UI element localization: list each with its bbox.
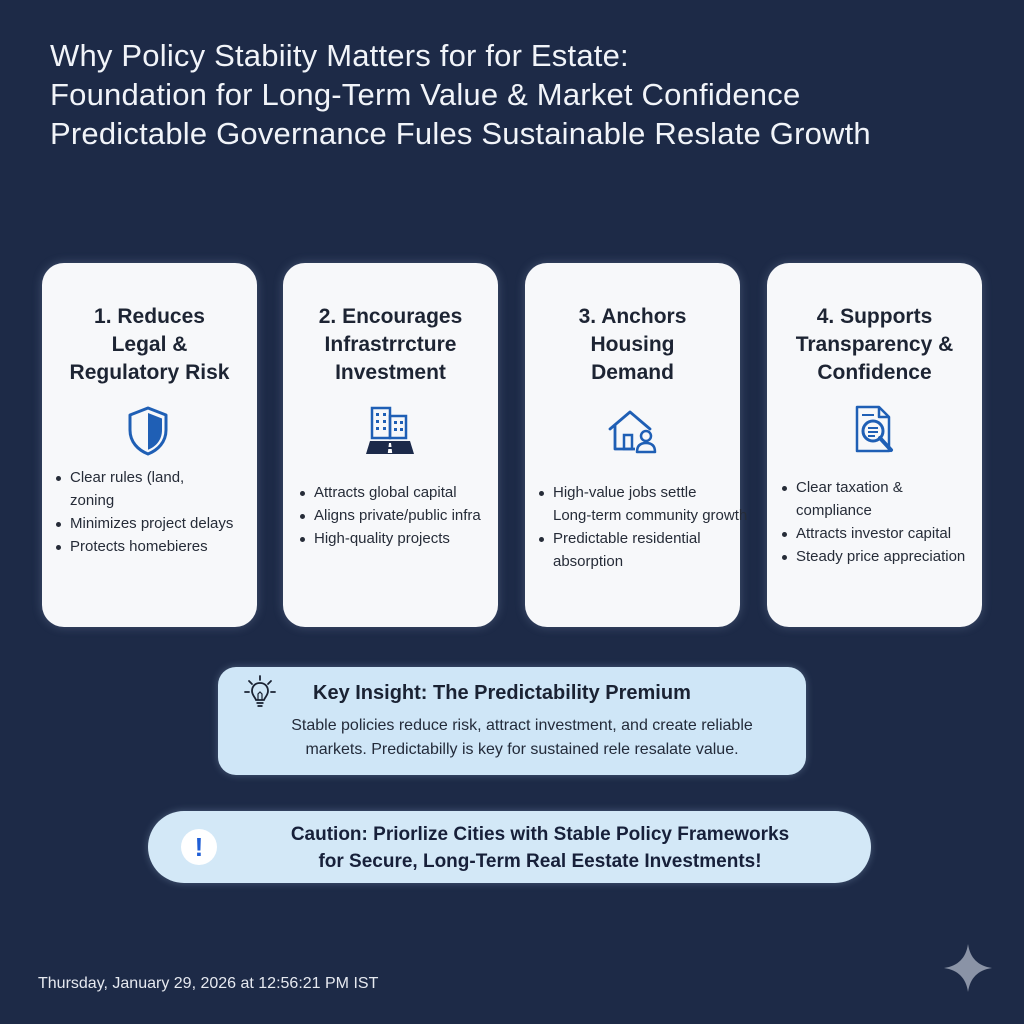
card-anchors-housing (525, 263, 748, 627)
list-item-continuation: compliance (796, 502, 872, 519)
list-item-text: Attracts global capital (314, 484, 457, 501)
shield-icon (120, 403, 176, 459)
list-item (56, 512, 233, 535)
caution-text (230, 821, 850, 875)
title-line-2: Foundation for Long-Term Value & Market Confidence (50, 77, 801, 112)
list-item-text: Aligns private/public infra (314, 507, 481, 524)
card-title-line: Demand (591, 361, 674, 384)
list-item-text: Clear rules (land, (70, 469, 185, 486)
title-line-1: Why Policy Stabiity Matters for for Estate: (50, 38, 629, 73)
insight-body: Stable policies reduce risk, attract investment, and create reliable markets. Predictabilly is key for sustained rele resalate value. (291, 717, 753, 758)
list-item-text: Steady price appreciation (796, 548, 966, 565)
card-title-line: Confidence (817, 361, 932, 384)
title-line-3: Predictable Governance Fules Sustainable Reslate Growth (50, 116, 871, 151)
card-title-line: Regulatory Risk (69, 361, 230, 384)
card-title-line: Investment (335, 361, 446, 384)
document-search-icon (847, 403, 903, 459)
insight-title: Key Insight: The Predictability Premium (313, 682, 691, 704)
list-item (782, 522, 965, 545)
list-item-text: High-value jobs settle (553, 484, 697, 501)
buildings-road-icon (362, 403, 418, 459)
lightbulb-icon (244, 675, 276, 711)
card-title-line: 2. Encourages (318, 305, 463, 328)
list-item-continuation: absorption (553, 553, 624, 570)
card-title-line: Legal & (111, 333, 188, 356)
list-item-text: Attracts investor capital (796, 525, 952, 542)
card-title-line: 4. Supports (816, 305, 933, 328)
list-item (56, 535, 233, 558)
list-item-continuation: zoning (70, 492, 115, 509)
list-item-text: Protects homebieres (70, 538, 208, 555)
card-bullets (782, 476, 965, 568)
card-title-line: Housing (590, 333, 675, 356)
list-item (782, 545, 965, 568)
card-bullets (56, 466, 233, 558)
list-item (56, 466, 233, 512)
card-supports-transparency (767, 263, 982, 627)
list-item (539, 481, 747, 527)
card-title-line: 1. Reduces (94, 305, 205, 328)
card-title (535, 303, 730, 387)
list-item-text: Clear taxation & (796, 479, 903, 496)
list-item (539, 527, 747, 573)
card-title-line: Infrastrrcture (324, 333, 457, 356)
list-item (782, 476, 965, 522)
list-item (300, 481, 481, 504)
card-title-line: Transparency & (795, 333, 954, 356)
page-title (50, 36, 990, 153)
list-item (300, 504, 481, 527)
caution-line-1: Caution: Priorlize Cities with Stable Policy Frameworks (290, 824, 790, 845)
card-title (777, 303, 972, 387)
list-item-text: Minimizes project delays (70, 515, 234, 532)
list-item (300, 527, 481, 550)
list-item-continuation: Long-term community growth (553, 507, 748, 524)
cards-row (42, 263, 982, 627)
card-reduces-risk (42, 263, 257, 627)
timestamp: Thursday, January 29, 2026 at 12:56:21 PM IST (38, 975, 379, 992)
sparkle-icon (942, 942, 994, 994)
list-item-text: Predictable residential (553, 530, 701, 547)
house-person-icon (605, 403, 661, 459)
exclamation-icon: ! (181, 829, 217, 865)
key-insight-banner (218, 667, 806, 775)
card-title (52, 303, 247, 387)
list-item-text: High-quality projects (314, 530, 450, 547)
card-title-line: 3. Anchors (578, 305, 687, 328)
card-bullets (300, 481, 481, 550)
card-bullets (539, 481, 747, 573)
card-encourages-investment (283, 263, 498, 627)
caution-banner (148, 811, 871, 883)
card-title (293, 303, 488, 387)
caution-line-2: for Secure, Long-Term Real Eestate Investments! (318, 851, 762, 872)
